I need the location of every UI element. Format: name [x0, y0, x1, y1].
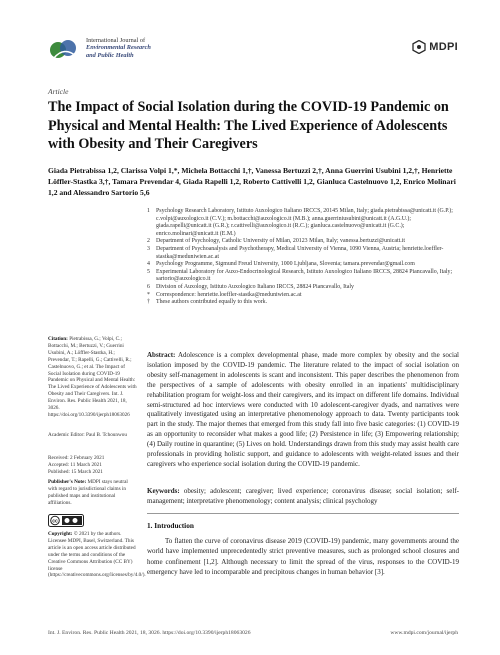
page-footer [48, 630, 458, 636]
affiliations [147, 208, 459, 307]
abstract-label: Abstract: [147, 351, 176, 359]
section-divider [147, 513, 459, 514]
accepted-date: Accepted: 11 March 2021 [48, 461, 102, 468]
affiliation-item: 1 Psychology Research Laboratory, Istituto Auxologico Italiano IRCCS, 20145 Milan, Italy; giada.pietrabissa@unicatt.it (G.P.); c.volpi@auxologico.it (C.V.); m.bottacchi@auxologico.it (M.B.); anna.guerriniusubini@unicatt.it (A.G.U.); giada.rapelli@unicatt.it (G.R.); r.cattivelli@auxologico.it (R.C.); gianluca.castelnuovo@unicatt.it (G.C.); enrico.molinari@unicatt.it (E.M.) [147, 208, 453, 237]
abstract [147, 351, 459, 470]
affiliation-item: 2 Department of Psychology, Catholic University of Milan, 20123 Milan, Italy; vanessa.bertuzzi@unicatt.it [147, 238, 405, 245]
publisher-note-label: Publisher's Note: [48, 479, 87, 485]
affiliation-item: 4 Psychology Programme, Sigmund Freud University, 1000 Ljubljana, Slovenia; tamara.prevendar@gmail.com [147, 261, 415, 268]
article-type-label: Article [48, 87, 69, 96]
footer-journal-link[interactable]: www.mdpi.com/journal/ijerph [390, 630, 458, 636]
footer-citation[interactable]: Int. J. Environ. Res. Public Health 2021, 18, 3026. https://doi.org/10.3390/ijerph18063026 [48, 630, 251, 636]
publisher-note-text: MDPI stays neutral with regard to jurisdictional claims in published maps and institutional affiliations. [48, 479, 128, 506]
copyright-text: © 2021 by the authors. Licensee MDPI, Basel, Switzerland. This article is an open access article distributed under the terms and conditions of the Creative Commons Attribution (CC BY) license (https://creativecommons.org/licenses/by/4.0/). [48, 531, 146, 579]
copyright-label: Copyright: [48, 531, 73, 537]
correspondence: * Correspondence: henriette.loeffler-stastka@meduniwien.ac.at [147, 291, 302, 298]
mdpi-logo-icon [412, 40, 426, 54]
journal-line3: and Public Health [86, 51, 134, 59]
keywords-label: Keywords: [147, 487, 180, 495]
copyright-block [48, 531, 146, 579]
abstract-text: Adolescence is a complex developmental phase, made more complex by obesity and the social isolation imposed by the COVID-19 pandemic. The literature related to the impact of social isolation on obesity self-management in adolescents is scant and inconsistent. This paper describes the phenomenon from the perspectives of a sample of adolescents with obesity enrolled in an inpatients' multidisciplinary rehabilitation program for weight-loss and their caregivers, and its impact on different life domains. Individual semi-structured ad hoc interviews were conducted with 10 adolescent-caregiver dyads, and narratives were qualitatively investigated using an interpretative phenomenology approach to data. Twenty participants took part in the study. The major themes that emerged from this study fall into five basic categories: (1) COVID-19 as an opportunity to reconsider what makes a good life; (2) Persistence in life; (3) Empowering relationship; (4) Daily routine in quarantine; (5) Lives on hold. Understandings drawn from this study may assist health care professionals in providing holistic support, and guidance to adolescents with weight-related issues and their caregivers who experience social isolation during the COVID-19 pandemic. [147, 351, 459, 468]
article-title: The Impact of Social Isolation during the COVID-19 Pandemic on Physical and Mental Health: The Lived Experience of Adolescents with Obesity and Their Caregivers [48, 99, 449, 152]
journal-line1: International Journal of [86, 37, 146, 44]
cc-by-logo-icon[interactable] [48, 514, 84, 527]
introduction-paragraph: To flatten the curve of coronavirus disease 2019 (COVID-19) pandemic, many governments around the world have implemented unprecedentedly strict preventive measures, such as prolonged school closures and home confinement [1,2]. Although necessary to limit the spread of the virus, responses to the COVID-19 emergency have led to incomparable and precipitous changes in human behavior [3]. [147, 537, 459, 577]
journal-line2: Environmental Research [86, 44, 151, 52]
citation-text: Pietrabissa, G.; Volpi, C.; Bottacchi, M.; Bertuzzi, V.; Guerrini Usubini, A.; Löffler-Stastka, H.; Prevendar, T.; Rapelli, G.; Cattivelli, R.; Castelnuovo, G.; et al. The Impact of Social Isolation during COVID-19 Pandemic on Physical and Mental Health: The Lived Experience of Adolescents with Obesity and Their Caregivers. Int. J. Environ. Res. Public Health 2021, 18, 3026. https://doi.org/10.3390/ijerph18063026 [48, 336, 137, 418]
citation-block [48, 336, 138, 419]
affiliation-item: 5 Experimental Laboratory for Auxo-Endocrinological Research, Istituto Auxologico Italiano IRCCS, 28824 Piancavallo, Italy; sartorio@auxologico.it [147, 268, 453, 283]
published-date: Published: 15 March 2021 [48, 468, 103, 475]
publisher-name: MDPI [429, 41, 458, 53]
journal-name [86, 37, 151, 59]
academic-editor: Academic Editor: Paul B. Tchounwou [48, 432, 127, 438]
received-date: Received: 2 February 2021 [48, 455, 105, 461]
keywords-text: obesity; adolescent; caregiver; lived experience; coronavirus disease; social isolation; self-management; interpretative phenomenology; content analysis; clinical psychology [147, 487, 459, 505]
dates-block [48, 455, 138, 476]
section-heading-introduction: 1. Introduction [147, 521, 194, 530]
journal-header [48, 34, 458, 74]
cc-logo-text: cc [52, 518, 58, 525]
publisher-logo[interactable] [412, 40, 458, 54]
author-list: Giada Pietrabissa 1,2, Clarissa Volpi 1,*, Michela Bottacchi 1,†, Vanessa Bertuzzi 2,†, Anna Guerrini Usubini 1,2,†, Henriette Löffler-Stastka 3,†, Tamara Prevendar 4, Giada Rapelli 1,2, Roberto Cattivelli 1,2, Gianluca Castelnuovo 1,2, Enrico Molinari 1,2 and Alessandro Sartorio 5,6 [48, 166, 456, 197]
affiliation-item: 6 Division of Auxology, Istituto Auxologico Italiano IRCCS, 28824 Piancavallo, Italy [147, 283, 354, 290]
affiliation-item: 3 Department of Psychoanalysis and Psychotherapy, Medical University of Vienna, 1090 Vienna, Austria; henriette.loeffler-stastka@meduniwien.ac.at [147, 245, 444, 260]
keywords [147, 487, 459, 507]
equal-contribution-note: † These authors contributed equally to this work. [147, 299, 268, 306]
journal-logo-icon [48, 36, 80, 64]
citation-label: Citation: [48, 336, 68, 342]
publisher-note [48, 479, 138, 507]
